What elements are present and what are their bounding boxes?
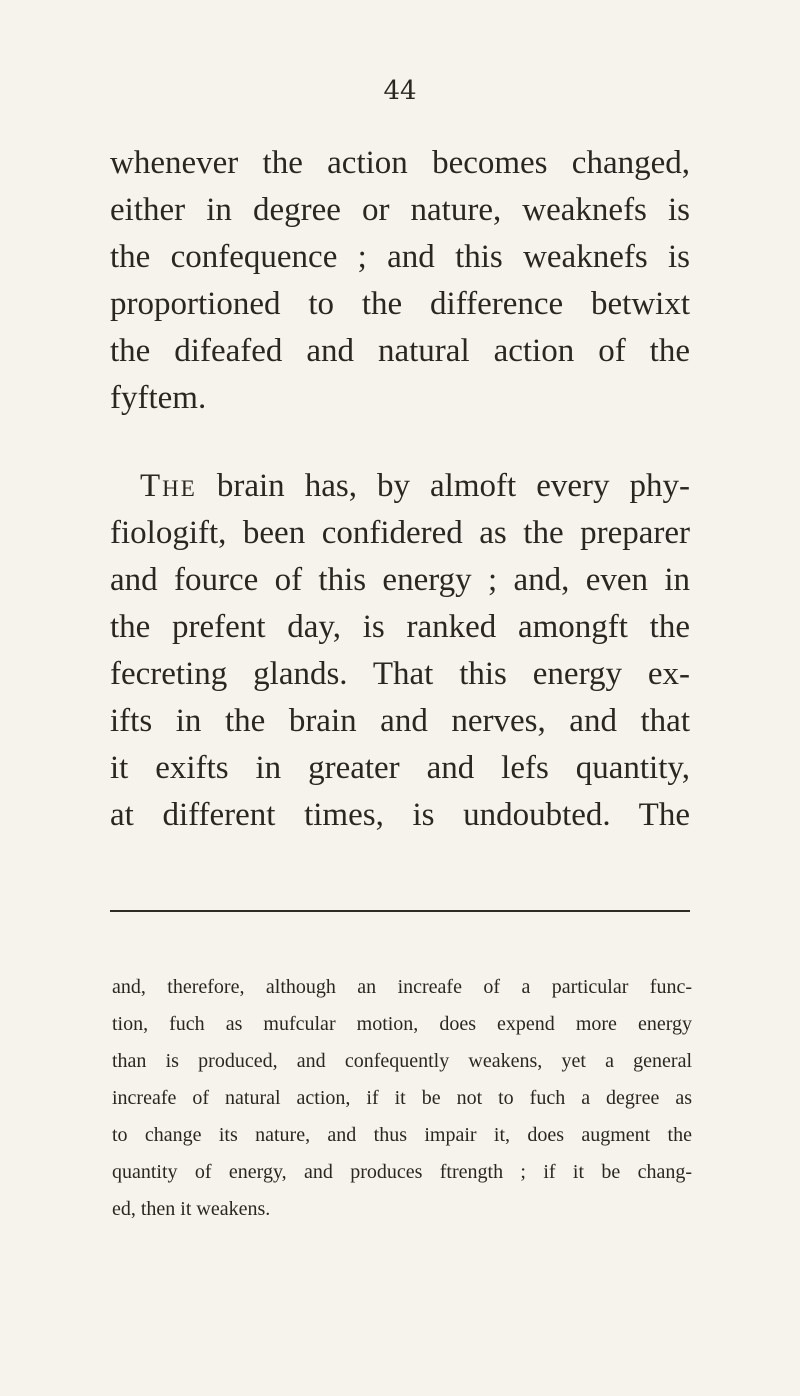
footnote-line: tion, fuch as mufcular motion, does expend more energy xyxy=(112,1013,692,1035)
text-line: whenever the action becomes changed, xyxy=(110,145,690,181)
text-line-first xyxy=(140,466,690,506)
text-line: proportioned to the difference betwixt xyxy=(110,286,690,322)
text-line: the prefent day, is ranked amongft the xyxy=(110,609,690,645)
lead-word: The xyxy=(140,468,197,504)
footnote-line: increafe of natural action, if it be not to fuch a degree as xyxy=(112,1087,692,1109)
text-line: fiologift, been confidered as the preparer xyxy=(110,515,690,551)
text-line: the confequence ; and this weaknefs is xyxy=(110,239,690,275)
footnote-line: and, therefore, although an increafe of a particular func- xyxy=(112,976,692,998)
text-line: and fource of this energy ; and, even in xyxy=(110,562,690,598)
footnote-line: than is produced, and confequently weakens, yet a general xyxy=(112,1050,692,1072)
text-line: at different times, is undoubted. The xyxy=(110,797,690,833)
text-line: fyftem. xyxy=(110,380,207,416)
first-line-rest: brain has, by almoft every phy- xyxy=(216,468,691,504)
page-number: 44 xyxy=(383,76,417,106)
footnote-line: ed, then it weakens. xyxy=(112,1198,271,1220)
text-line: either in degree or nature, weaknefs is xyxy=(110,192,690,228)
footnote-line: to change its nature, and thus impair it, does augment the xyxy=(112,1124,692,1146)
footnote-divider xyxy=(110,910,690,912)
text-line: fecreting glands. That this energy ex- xyxy=(110,656,690,692)
text-line: ifts in the brain and nerves, and that xyxy=(110,703,690,739)
text-line: it exifts in greater and lefs quantity, xyxy=(110,750,690,786)
footnote-line: quantity of energy, and produces ftrength ; if it be chang- xyxy=(112,1161,692,1183)
text-line: the difeafed and natural action of the xyxy=(110,333,690,369)
